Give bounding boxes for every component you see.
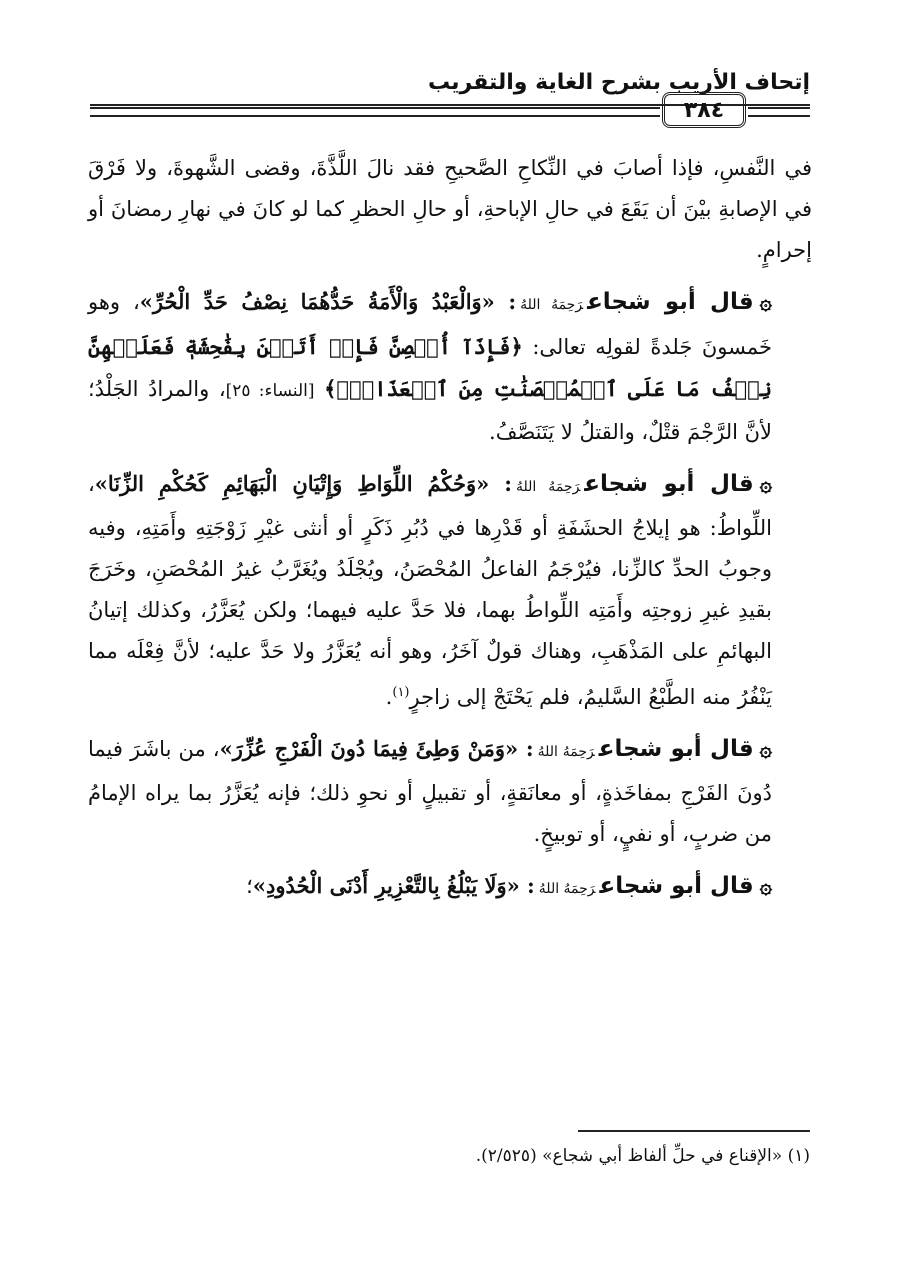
paragraph-2 [88,281,812,453]
matn-text: : «وَمَنْ وَطِئَ فِيمَا دُونَ الْفَرْجِ عُزِّرَ» [219,736,534,761]
matn-text: : «وَالْعَبْدُ وَالْأَمَةُ حَدُّهُمَا نِصْفُ حَدِّ الْحُرِّ» [139,289,517,314]
commentary-text: ، اللِّواطُ: هو إيلاجُ الحشَفَةِ أو قَدْرِها في دُبُرِ ذَكَرٍ أو أنثى غيْرِ زَوْجَتِهِ وأَمَتِهِ، وفيه وجوبُ الحدِّ كالزِّنا، فيُرْجَمُ الفاعلُ المُحْصَنُ، ويُجْلَدُ ويُغَرَّبُ غيرُ المُحْصَنِ، وخَرَجَ بقيدِ غيرِ زوجتِه وأَمَتِه اللِّواطُ بهما، فلا حَدَّ عليه فيهما؛ ولكن يُعَزَّرُ، وكذلك إتيانُ البهائمِ على المَذْهَبِ، وهناك قولٌ آخَرُ، وهو أنه يُعَزَّرُ ولا حَدَّ عليه؛ لأنَّ فِعْلَه مما يَنْفُرُ منه الطَّبْعُ السَّليمُ، فلم يَحْتَجْ إلى زاجرٍ [88,472,772,709]
commentary-text: ، وهو خَمسونَ جَلدةً لقولِه تعالى: [88,290,772,359]
matn-text: : «وَحُكْمُ اللِّوَاطِ وَإِتْيَانِ الْبَهَائِمِ كَحُكْمِ الزِّنَا» [94,471,512,496]
paragraph-5 [88,865,812,910]
body-text [88,148,812,920]
footnote [90,1141,810,1171]
honorific: رَحِمَهُ اللهُ [537,744,595,760]
paragraph-1 [88,148,812,271]
honorific: رَحِمَهُ اللهُ [520,297,584,313]
ornament-mark: ۞ [759,289,772,314]
commentary-text: ، من باشَرَ فيما دُونَ الفَرْجِ بمفاخَذةٍ، أو معانَقةٍ، أو تقبيلٍ أو نحوِ ذلك؛ فإنه يُعَزَّرُ بما يراه الإمامُ من ضربٍ، أو نفيٍ، أو توبيخٍ. [88,737,772,846]
page-number [662,92,746,128]
footnote-ref[interactable]: (١) [392,685,410,700]
speaker-label: قال أبو شجاع [584,471,754,497]
honorific: رَحِمَهُ اللهُ [515,479,581,495]
ornament-mark: ۞ [759,873,772,898]
verse-reference: [النساء: ٢٥] [225,381,315,401]
header-double-rule-right [748,107,810,117]
header-double-rule-left [90,107,660,117]
page-number-text: ٣٨٤ [683,97,725,123]
paragraph-3 [88,463,812,718]
speaker-label: قال أبو شجاع [598,736,754,762]
paragraph-4 [88,728,812,855]
honorific: رَحِمَهُ اللهُ [538,881,596,897]
speaker-label: قال أبو شجاع [599,873,754,899]
ornament-mark: ۞ [759,736,772,761]
footnote-text: «الإقناع في حلِّ ألفاظ أبي شجاع» (٢/٥٢٥). [475,1146,783,1166]
paragraph-1-text: في النَّفسِ، فإذا أصابَ في النِّكاحِ الصَّحيحِ فقد نالَ اللَّذَّةَ، وقضى الشَّهوةَ، ولا فَرْقَ في الإصابةِ بيْنَ أن يَقَعَ في حالِ الإباحةِ، أو حالِ الحظرِ كما لو كانَ في نهارِ رمضانَ أو إحرامٍ. [88,156,812,262]
commentary-text-end: . [385,685,393,709]
footnote-rule [578,1130,810,1132]
footnote-number: (١) [787,1146,810,1166]
book-title: إتحاف الأريب بشرح الغاية والتقريب [427,70,810,95]
commentary-text-end: ، والمرادُ الجَلْدُ؛ لأنَّ الرَّجْمَ قتْلٌ، والقتلُ لا يَتَنَصَّفُ. [88,377,772,444]
speaker-label: قال أبو شجاع [587,289,754,315]
matn-text: : «وَلَا يَبْلُغُ بِالتَّعْزِيرِ أَدْنَى الْحُدُودِ» [252,873,535,898]
ornament-mark: ۞ [759,471,772,496]
quran-verse: ﴿فَإِذَآ أُحۡصِنَّ فَإِنۡ أَتَيۡنَ بِفَٰحِشَةٖ فَعَلَيۡهِنَّ نِصۡفُ مَا عَلَى ٱلۡمُحۡصَنَٰتِ مِنَ ٱلۡعَذَابِۚ﴾ [88,334,773,401]
commentary-text: ؛ [246,874,253,898]
